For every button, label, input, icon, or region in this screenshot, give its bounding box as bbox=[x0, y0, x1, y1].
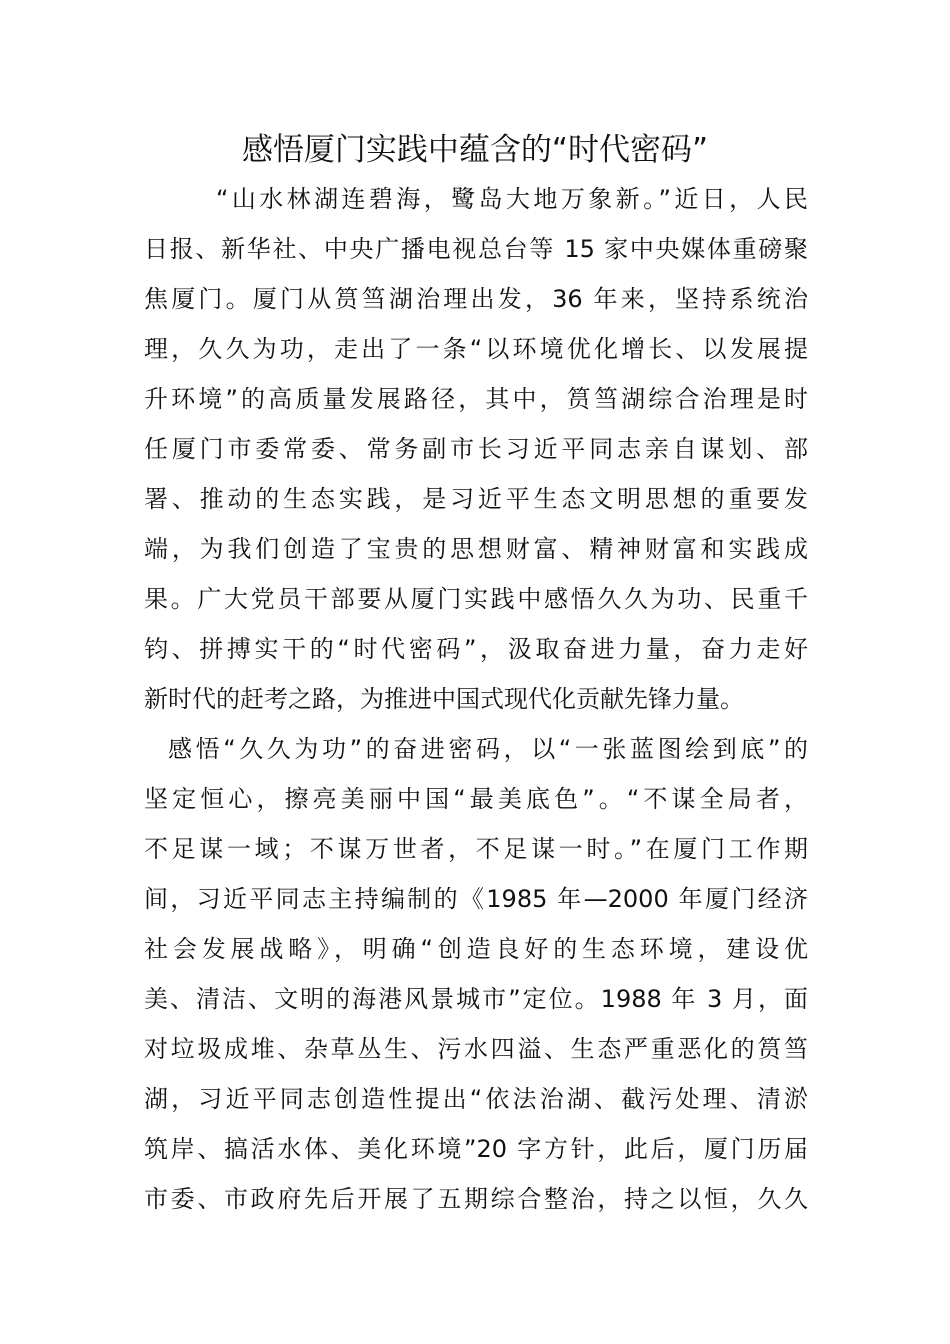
paragraph-2-line-8: 湖，习近平同志创造性提出“依法治湖、截污处理、清淤 bbox=[144, 1085, 808, 1113]
paragraph-1-line-8: 端，为我们创造了宝贵的思想财富、精神财富和实践成 bbox=[144, 535, 808, 563]
paragraph-2-line-3: 不足谋一域；不谋万世者，不足谋一时。”在厦门工作期 bbox=[144, 835, 808, 863]
paragraph-1-line-2: 日报、新华社、中央广播电视总台等 15 家中央媒体重磅聚 bbox=[144, 235, 808, 263]
paragraph-1-line-9: 果。广大党员干部要从厦门实践中感悟久久为功、民重千 bbox=[144, 585, 808, 613]
paragraph-2-line-10: 市委、市政府先后开展了五期综合整治，持之以恒，久久 bbox=[144, 1185, 808, 1213]
paragraph-2-line-7: 对垃圾成堆、杂草丛生、污水四溢、生态严重恶化的筼筜 bbox=[144, 1035, 808, 1063]
paragraph-2-line-5: 社会发展战略》，明确“创造良好的生态环境，建设优 bbox=[144, 935, 808, 963]
paragraph-1-line-6: 任厦门市委常委、常务副市长习近平同志亲自谋划、部 bbox=[144, 435, 808, 463]
paragraph-2-line-2: 坚定恒心，擦亮美丽中国“最美底色”。“不谋全局者， bbox=[144, 785, 808, 813]
paragraph-1-line-4: 理，久久为功，走出了一条“以环境优化增长、以发展提 bbox=[144, 335, 808, 363]
paragraph-1-line-5: 升环境”的高质量发展路径，其中，筼筜湖综合治理是时 bbox=[144, 385, 808, 413]
paragraph-1-line-3: 焦厦门。厦门从筼筜湖治理出发，36 年来，坚持系统治 bbox=[144, 285, 808, 313]
paragraph-2-line-6: 美、清洁、文明的海港风景城市”定位。1988 年 3 月，面 bbox=[144, 985, 808, 1013]
document-title: 感悟厦门实践中蕴含的“时代密码” bbox=[241, 132, 709, 168]
paragraph-2-line-4: 间，习近平同志主持编制的《1985 年—2000 年厦门经济 bbox=[144, 885, 808, 913]
paragraph-2-line-1: 感悟“久久为功”的奋进密码，以“一张蓝图绘到底”的 bbox=[168, 735, 808, 763]
paragraph-1-line-10: 钧、拼搏实干的“时代密码”，汲取奋进力量，奋力走好 bbox=[144, 635, 808, 663]
paragraph-2-line-9: 筑岸、搞活水体、美化环境”20 字方针，此后，厦门历届 bbox=[144, 1135, 808, 1163]
paragraph-1-line-11: 新时代的赶考之路，为推进中国式现代化贡献先锋力量。 bbox=[144, 685, 744, 713]
paragraph-1-line-7: 署、推动的生态实践，是习近平生态文明思想的重要发 bbox=[144, 485, 808, 513]
paragraph-1-line-1: “山水林湖连碧海，鹭岛大地万象新。”近日，人民 bbox=[216, 185, 808, 213]
